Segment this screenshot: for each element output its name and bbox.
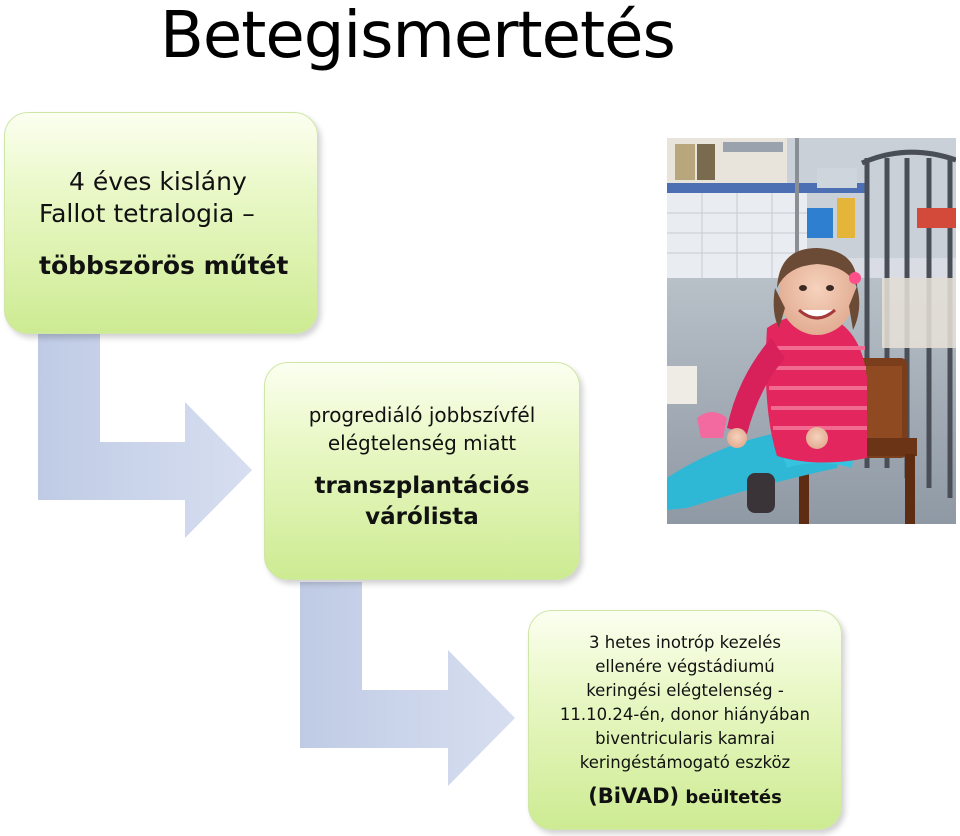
step3-line7-rest: beültetés — [679, 787, 782, 808]
paren-close: ) — [669, 784, 680, 808]
step3-line4: 11.10.24-én, donor hiányában — [559, 705, 811, 724]
step2-line3: transzplantációs — [314, 473, 530, 499]
step-box-1 — [4, 112, 318, 334]
bent-arrow-1 — [38, 334, 252, 538]
step1-line1: 4 éves kislány — [69, 167, 247, 196]
step3-line2: ellenére végstádiumú — [595, 657, 775, 676]
patient-photo — [667, 138, 956, 524]
step-box-2 — [264, 362, 580, 580]
step2-line4: várólista — [365, 504, 479, 530]
page-title: Betegismertetés — [160, 0, 675, 73]
bivad-acronym: BiVAD — [597, 784, 670, 808]
step3-line3: keringési elégtelenség - — [586, 681, 784, 700]
step3-line5: biventricularis kamrai — [595, 729, 775, 748]
step2-line2: elégtelenség miatt — [327, 431, 517, 455]
step3-line7 — [529, 783, 841, 811]
paren-open: ( — [588, 784, 598, 808]
step1-line2: Fallot tetralogia – — [39, 199, 255, 228]
step3-line1: 3 hetes inotróp kezelés — [589, 633, 781, 652]
bent-arrow-2 — [300, 582, 515, 786]
patient-photo-illustration — [667, 138, 956, 524]
step2-line1: progrediáló jobbszívfél — [308, 403, 536, 427]
step1-line3: többszörös műtét — [39, 251, 289, 280]
step3-line6: keringéstámogató eszköz — [579, 753, 791, 772]
step-box-3 — [528, 610, 842, 830]
